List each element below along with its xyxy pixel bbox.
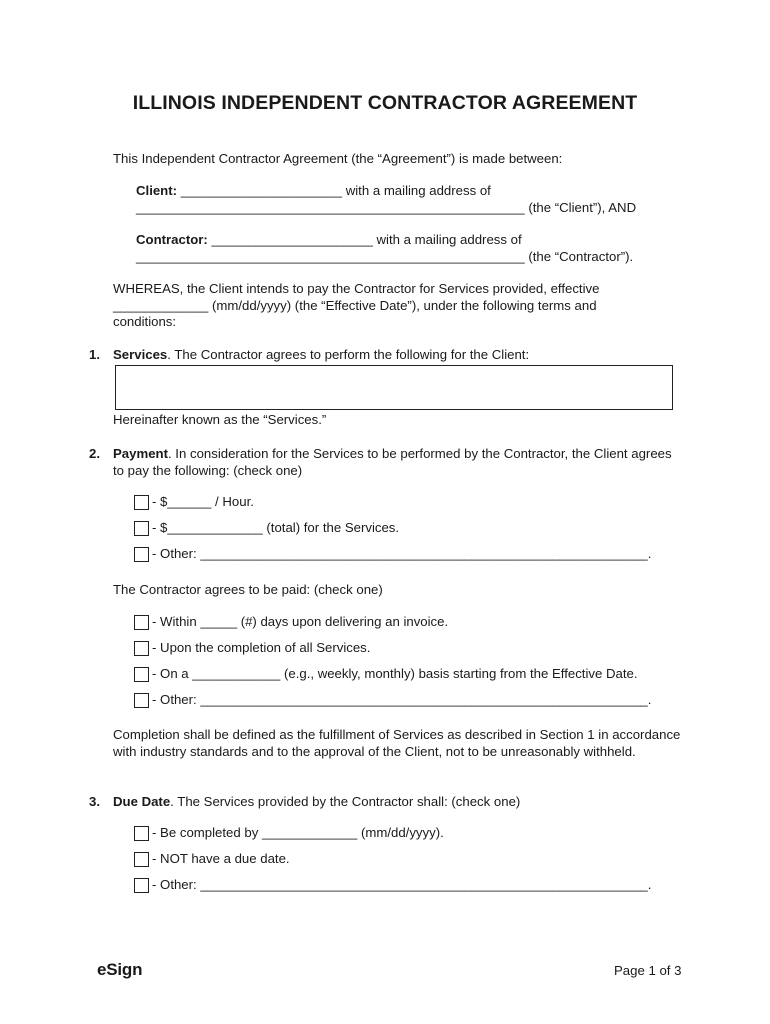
page-number: Page 1 of 3 <box>614 963 682 978</box>
section-3-text <box>113 794 520 811</box>
intro-text: This Independent Contractor Agreement (the “Agreement”) is made between: <box>113 151 563 166</box>
section-1-number: 1. <box>89 347 100 362</box>
services-hereinafter: Hereinafter known as the “Services.” <box>113 412 327 427</box>
due-option-label: - Be completed by _____________ (mm/dd/yyyy). <box>152 825 444 840</box>
pay-option-hourly <box>134 494 254 510</box>
section-2-text <box>113 446 673 479</box>
client-name-blank[interactable]: ______________________ with a mailing address of <box>177 183 491 198</box>
pay-option-label: - Other: _____________________________________________________________. <box>152 546 652 561</box>
section-2-heading: Payment <box>113 446 168 461</box>
due-option-no-date <box>134 851 290 867</box>
paid-option-label: - Upon the completion of all Services. <box>152 640 371 655</box>
checkbox-paid-other[interactable] <box>134 693 149 708</box>
checkbox-no-due-date[interactable] <box>134 852 149 867</box>
checkbox-completed-by[interactable] <box>134 826 149 841</box>
paid-option-basis <box>134 666 638 682</box>
checkbox-invoice[interactable] <box>134 615 149 630</box>
section-1-body: . The Contractor agrees to perform the following for the Client: <box>167 347 530 362</box>
checkbox-hourly[interactable] <box>134 495 149 510</box>
contractor-name-blank[interactable]: ______________________ with a mailing address of <box>207 232 522 247</box>
paid-option-invoice <box>134 614 448 630</box>
section-1-heading: Services <box>113 347 168 362</box>
paid-option-other <box>134 692 651 708</box>
paid-option-label: - Other: _____________________________________________________________. <box>152 692 652 707</box>
paid-option-label: - Within _____ (#) days upon delivering an invoice. <box>152 614 449 629</box>
client-line-1 <box>136 183 491 200</box>
whereas-paragraph: WHEREAS, the Client intends to pay the Contractor for Services provided, effective _____________ (mm/dd/yyyy) (the “Effective Date”), under the following terms and conditions: <box>113 281 600 330</box>
due-option-other <box>134 877 651 893</box>
paid-option-label: - On a ____________ (e.g., weekly, monthly) basis starting from the Effective Date. <box>152 666 638 681</box>
section-1-text <box>113 347 529 364</box>
checkbox-basis[interactable] <box>134 667 149 682</box>
section-2-body: . In consideration for the Services to be performed by the Contractor, the Client agrees to pay the following: (check one) <box>113 446 672 478</box>
pay-option-label: - $_____________ (total) for the Services. <box>152 520 400 535</box>
services-input-box[interactable] <box>115 365 673 410</box>
contractor-address-line[interactable]: _____________________________________________________ (the “Contractor”). <box>136 249 634 264</box>
paid-option-completion <box>134 640 370 656</box>
pay-option-total <box>134 520 399 536</box>
section-3-number: 3. <box>89 794 100 809</box>
contractor-line-1 <box>136 232 522 249</box>
due-option-label: - Other: _____________________________________________________________. <box>152 877 652 892</box>
pay-option-other <box>134 546 651 562</box>
esign-logo: eSign <box>97 960 143 979</box>
section-3-body: . The Services provided by the Contractor shall: (check one) <box>170 794 521 809</box>
checkbox-due-other[interactable] <box>134 878 149 893</box>
checkbox-pay-other[interactable] <box>134 547 149 562</box>
client-label: Client: <box>136 183 178 198</box>
client-address-line[interactable]: _____________________________________________________ (the “Client”), AND <box>136 200 637 215</box>
checkbox-total[interactable] <box>134 521 149 536</box>
paid-intro: The Contractor agrees to be paid: (check one) <box>113 582 383 597</box>
pay-option-label: - $______ / Hour. <box>152 494 254 509</box>
due-option-completed-by <box>134 825 444 841</box>
due-option-label: - NOT have a due date. <box>152 851 290 866</box>
section-3-heading: Due Date <box>113 794 171 809</box>
document-title: ILLINOIS INDEPENDENT CONTRACTOR AGREEMENT <box>132 92 638 114</box>
contractor-label: Contractor: <box>136 232 208 247</box>
completion-paragraph: Completion shall be defined as the fulfillment of Services as described in Section 1 in accordance with industry standards and to the approval of the Client, not to be unreasonably withheld. <box>113 727 681 759</box>
checkbox-completion[interactable] <box>134 641 149 656</box>
section-2-number: 2. <box>89 446 100 461</box>
